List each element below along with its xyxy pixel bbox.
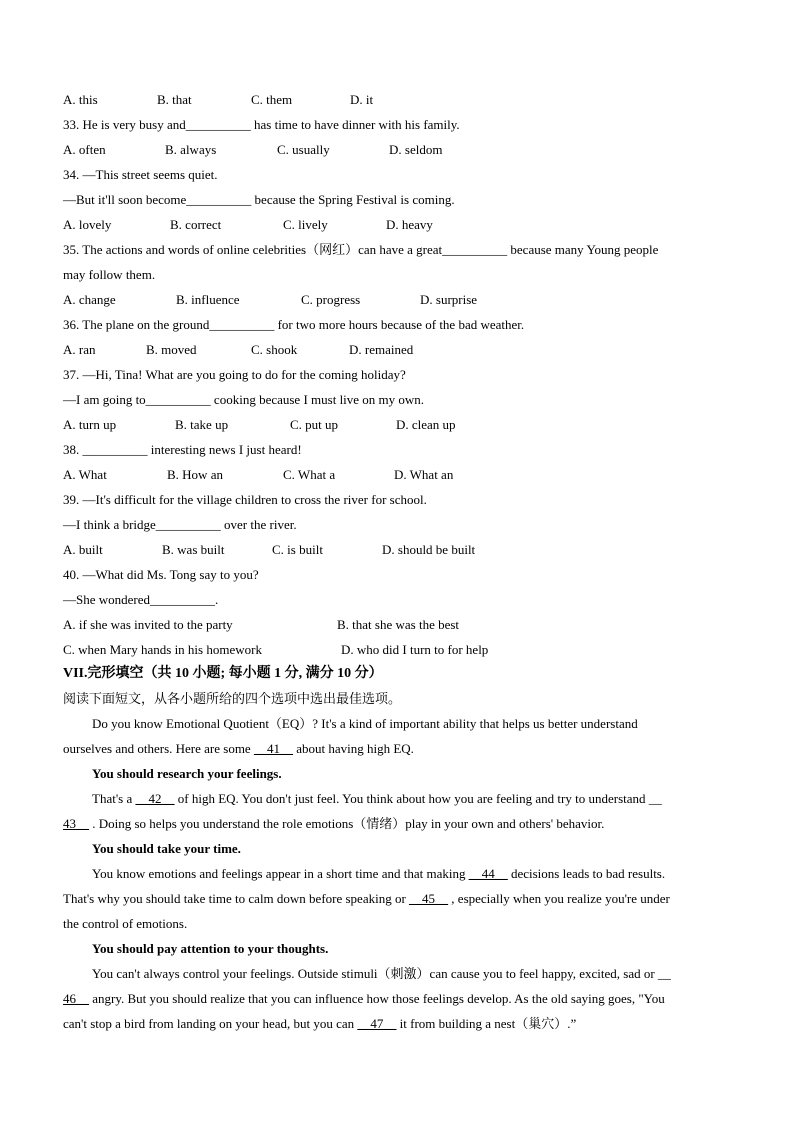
q33-option-a: A. often [63,142,106,157]
text-run: angry. But you should realize that you can influence how those feelings develop. As the old saying goes, "You [89,991,665,1006]
q35-line2: may follow them. [63,267,156,282]
q38-option-c: C. What a [283,467,336,482]
passage-p4-line3 [63,1016,728,1032]
q32-option-c: C. them [251,92,293,107]
q34-option-b: B. correct [170,217,222,232]
blank-45: __45__ [409,891,449,906]
q35-options [63,292,728,308]
blank-46: 46__ [63,991,89,1006]
q36-option-a: A. ran [63,342,96,357]
q40-option-b: B. that she was the best [337,617,460,632]
q39-options [63,542,728,558]
passage-p3-line2 [63,891,728,907]
q37-option-a: A. turn up [63,417,117,432]
q37-line1: 37. —Hi, Tina! What are you going to do for the coming holiday? [63,367,406,382]
q32-option-a: A. this [63,92,98,107]
q32-option-b: B. that [157,92,192,107]
q39-option-d: D. should be built [382,542,476,557]
text-run: That's why you should take time to calm down before speaking or [63,891,410,906]
q33-option-b: B. always [165,142,217,157]
q40-line2: —She wondered__________. [63,592,219,607]
q33-stem: 33. He is very busy and__________ has time to have dinner with his family. [63,117,460,132]
q40-option-d: D. who did I turn to for help [341,642,489,657]
q39-option-c: C. is built [272,542,323,557]
q33-option-d: D. seldom [389,142,443,157]
q32-option-d: D. it [350,92,374,107]
q35-option-c: C. progress [301,292,361,307]
text-run: can't stop a bird from landing on your head, but you can [63,1016,358,1031]
q34-options [63,217,728,233]
q37-option-c: C. put up [290,417,339,432]
passage-p1-line2 [63,741,728,757]
text-run: of high EQ. You don't just feel. You think about how you are feeling and try to understand __ [174,791,662,806]
passage-p1-line1: Do you know Emotional Quotient（EQ）? It's a kind of important ability that helps us better understand [92,716,638,731]
q38-option-d: D. What an [394,467,454,482]
blank-41: __41__ [253,741,293,756]
q38-option-b: B. How an [167,467,223,482]
q40-options-row2 [63,642,728,658]
blank-47: __47__ [357,1016,397,1031]
q40-option-a: A. if she was invited to the party [63,617,233,632]
q38-options [63,467,728,483]
q39-line1: 39. —It's difficult for the village children to cross the river for school. [63,492,427,507]
q36-options [63,342,728,358]
q39-option-b: B. was built [162,542,225,557]
q40-line1: 40. —What did Ms. Tong say to you? [63,567,259,582]
q34-line2: —But it'll soon become__________ because the Spring Festival is coming. [63,192,455,207]
q38-stem: 38. __________ interesting news I just heard! [63,442,302,457]
text-run: . Doing so helps you understand the role emotions（情绪）play in your own and others' behavior. [89,816,605,831]
q36-option-b: B. moved [146,342,197,357]
q35-option-b: B. influence [176,292,240,307]
text-run: You know emotions and feelings appear in a short time and that making [92,866,469,881]
text-run: ourselves and others. Here are some [63,741,254,756]
q39-option-a: A. built [63,542,103,557]
text-run: it from building a nest（巢穴）.” [396,1016,577,1031]
q36-option-c: C. shook [251,342,298,357]
q34-line1: 34. —This street seems quiet. [63,167,218,182]
q35-option-a: A. change [63,292,116,307]
q37-line2: —I am going to__________ cooking because I must live on my own. [63,392,425,407]
section-instruction: 阅读下面短文，从各小题所给的四个选项中选出最佳选项。 [63,691,402,706]
q34-option-d: D. heavy [386,217,433,232]
q38-option-a: A. What [63,467,107,482]
heading-research-feelings: You should research your feelings. [92,766,282,781]
passage-p3-line1 [63,866,728,882]
text-run: , especially when you realize you're under [448,891,670,906]
q37-options [63,417,728,433]
q39-line2: —I think a bridge__________ over the river. [63,517,297,532]
text-run: decisions leads to bad results. [507,866,666,881]
text-run: about having high EQ. [292,741,414,756]
q35-option-d: D. surprise [420,292,478,307]
q34-option-c: C. lively [283,217,328,232]
section-title: VII.完形填空（共 10 小题; 每小题 1 分, 满分 10 分） [63,666,383,681]
passage-p3-line3: the control of emotions. [63,916,188,931]
passage-p4-line2 [63,991,728,1007]
q34-option-a: A. lovely [63,217,112,232]
heading-take-time: You should take your time. [92,841,241,856]
passage-p4-line1: You can't always control your feelings. Outside stimuli（刺激）can cause you to feel happy, excited, sad or __ [92,966,671,981]
q36-stem: 36. The plane on the ground__________ for two more hours because of the bad weather. [63,317,525,332]
passage-p2-line1 [63,791,728,807]
text-run: That's a [92,791,136,806]
passage-p2-line2 [63,816,728,832]
q37-option-b: B. take up [175,417,229,432]
q40-options-row1 [63,617,728,633]
blank-43: 43__ [63,816,89,831]
q40-option-c: C. when Mary hands in his homework [63,642,262,657]
q35-line1: 35. The actions and words of online celebrities（网红）can have a great__________ because many Young people [63,242,659,257]
q33-option-c: C. usually [277,142,330,157]
heading-pay-attention: You should pay attention to your thoughts. [92,941,329,956]
q36-option-d: D. remained [349,342,414,357]
q32-options [63,92,728,108]
q37-option-d: D. clean up [396,417,456,432]
blank-42: __42__ [135,791,175,806]
blank-44: __44__ [468,866,508,881]
q33-options [63,142,728,158]
